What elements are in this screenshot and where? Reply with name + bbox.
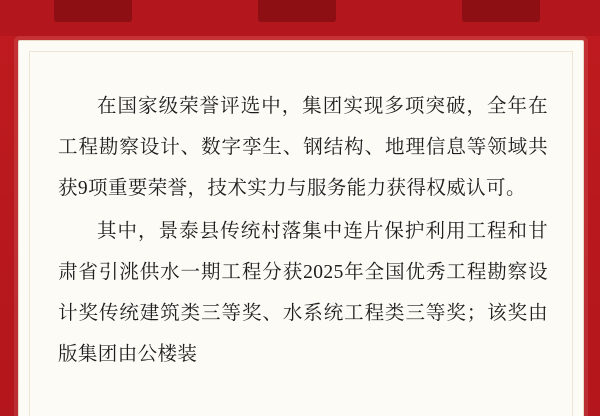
top-decorative-band — [0, 0, 600, 36]
decorative-block-2 — [258, 0, 336, 22]
decorative-block-1 — [54, 0, 132, 22]
paragraph-2: 其中，景泰县传统村落集中连片保护利用工程和甘肃省引洮供水一期工程分获2025年全国优秀工程勘察设计奖传统建筑类三等奖、水系统工程类三等奖；该奖由版集团由公楼装 — [58, 221, 548, 365]
paragraph-1: 在国家级荣誉评选中，集团实现多项突破，全年在工程勘察设计、数字孪生、钢结构、地理信息等领域共获9项重要荣誉，技术实力与服务能力获得权威认可。 — [58, 96, 548, 199]
article-body — [58, 86, 548, 377]
content-card-inner-border — [29, 51, 573, 416]
content-card — [18, 40, 584, 416]
decorative-block-3 — [462, 0, 540, 22]
